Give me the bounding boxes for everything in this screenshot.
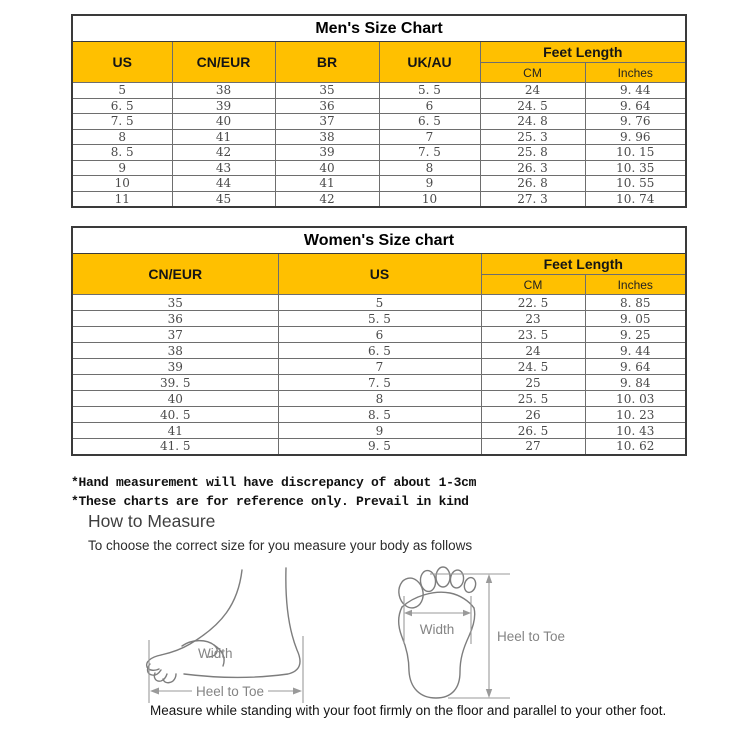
womens-chart-title: Women's Size chart [72,227,686,254]
table-cell: 7. 5 [72,114,172,130]
mens-header-feet-length: Feet Length [480,42,686,63]
womens-header-inches: Inches [585,275,686,295]
table-cell: 41 [275,176,379,192]
table-cell: 5. 5 [379,83,480,99]
table-cell: 10 [379,191,480,207]
table-cell: 10. 23 [585,407,686,423]
table-cell: 41. 5 [72,439,278,455]
table-row [72,145,686,161]
table-cell: 8 [379,160,480,176]
how-to-measure-heading: How to Measure [88,511,216,531]
mens-header-cm: CM [480,63,585,83]
table-cell: 5 [278,295,481,311]
table-cell: 9. 05 [585,311,686,327]
table-cell: 36 [275,98,379,114]
table-cell: 10. 35 [585,160,686,176]
sole-outline [399,607,475,698]
table-cell: 40 [172,114,275,130]
foot-outline-instep [161,570,242,655]
table-cell: 43 [172,160,275,176]
foot-sole-view-icon [382,560,597,710]
womens-header-cm: CM [481,275,585,295]
arrow-head-left-icon [150,688,159,695]
sole-toe-3 [436,567,450,587]
table-cell: 22. 5 [481,295,585,311]
vertical-arrow-head-top-icon [486,574,492,583]
table-row [72,423,686,439]
table-cell: 37 [72,327,278,343]
table-cell: 40. 5 [72,407,278,423]
table-cell: 6. 5 [72,98,172,114]
table-cell: 10. 62 [585,439,686,455]
table-cell: 24. 5 [480,98,585,114]
mens-header-uk-au: UK/AU [379,42,480,83]
table-cell: 6 [379,98,480,114]
table-row [72,98,686,114]
table-cell: 8 [72,129,172,145]
table-row [72,391,686,407]
womens-header-feet-length: Feet Length [481,254,686,275]
table-cell: 8. 5 [278,407,481,423]
sole-toe-5 [463,576,477,593]
table-cell: 24 [480,83,585,99]
table-cell: 42 [275,191,379,207]
table-cell: 26. 5 [481,423,585,439]
table-cell: 5. 5 [278,311,481,327]
table-cell: 38 [72,343,278,359]
table-cell: 10. 55 [585,176,686,192]
table-cell: 9 [278,423,481,439]
table-cell: 6. 5 [278,343,481,359]
table-cell: 10. 43 [585,423,686,439]
table-cell: 35 [72,295,278,311]
table-row [72,295,686,311]
table-cell: 8. 5 [72,145,172,161]
width-arrow-head-left-icon [404,610,412,616]
womens-header-cn-eur: CN/EUR [72,254,278,295]
mens-header-us: US [72,42,172,83]
table-cell: 10. 03 [585,391,686,407]
table-cell: 5 [72,83,172,99]
table-cell: 7. 5 [278,375,481,391]
mens-header-br: BR [275,42,379,83]
table-cell: 11 [72,191,172,207]
mens-header-cn-eur: CN/EUR [172,42,275,83]
table-cell: 9. 44 [585,83,686,99]
foot-side-view-icon [128,562,338,710]
table-cell: 9 [72,160,172,176]
how-to-measure-subtitle: To choose the correct size for you measure your body as follows [88,538,473,553]
mens-chart-title: Men's Size Chart [72,15,686,42]
table-cell: 36 [72,311,278,327]
table-cell: 41 [72,423,278,439]
side-width-label: Width [198,646,233,661]
table-cell: 9 [379,176,480,192]
table-cell: 40 [275,160,379,176]
sole-toe-4 [449,569,464,588]
foot-sole-view-diagram [382,560,597,715]
table-cell: 25. 8 [480,145,585,161]
table-cell: 10. 74 [585,191,686,207]
table-cell: 7 [278,359,481,375]
table-cell: 7. 5 [379,145,480,161]
table-cell: 9. 84 [585,375,686,391]
table-cell: 40 [72,391,278,407]
table-cell: 9. 96 [585,129,686,145]
table-row [72,191,686,207]
table-row [72,359,686,375]
measure-instruction-caption: Measure while standing with your foot firmly on the floor and parallel to your other foot. [150,703,667,718]
table-cell: 7 [379,129,480,145]
arrow-head-right-icon [293,688,302,695]
womens-size-chart [71,226,687,456]
table-row [72,327,686,343]
table-cell: 44 [172,176,275,192]
width-arrow-head-right-icon [463,610,471,616]
table-row [72,311,686,327]
table-cell: 6 [278,327,481,343]
table-cell: 9. 64 [585,98,686,114]
foot-side-view-diagram [128,562,338,715]
table-cell: 27 [481,439,585,455]
table-cell: 38 [172,83,275,99]
table-cell: 39 [275,145,379,161]
table-cell: 8 [278,391,481,407]
table-cell: 39 [72,359,278,375]
table-cell: 27. 3 [480,191,585,207]
disclaimer-notes [71,473,476,511]
vertical-arrow-head-bottom-icon [486,689,492,698]
table-cell: 24 [481,343,585,359]
table-row [72,375,686,391]
table-cell: 10 [72,176,172,192]
table-cell: 26. 8 [480,176,585,192]
table-cell: 25. 3 [480,129,585,145]
table-cell: 41 [172,129,275,145]
table-cell: 35 [275,83,379,99]
table-cell: 6. 5 [379,114,480,130]
mens-size-chart [71,14,687,208]
table-cell: 8. 85 [585,295,686,311]
table-cell: 42 [172,145,275,161]
table-row [72,114,686,130]
table-row [72,83,686,99]
table-cell: 25. 5 [481,391,585,407]
table-row [72,407,686,423]
side-heel-to-toe-label: Heel to Toe [195,684,265,699]
table-row [72,176,686,192]
sole-big-toe [396,576,426,610]
table-cell: 23 [481,311,585,327]
sole-ball-top-curve [402,592,474,608]
table-row [72,343,686,359]
table-row [72,129,686,145]
sole-heel-to-toe-label: Heel to Toe [497,629,566,644]
table-cell: 37 [275,114,379,130]
sole-width-label: Width [419,622,455,637]
table-row [72,439,686,455]
table-cell: 39. 5 [72,375,278,391]
table-cell: 26 [481,407,585,423]
table-cell: 26. 3 [480,160,585,176]
table-cell: 9. 64 [585,359,686,375]
table-cell: 38 [275,129,379,145]
table-cell: 9. 76 [585,114,686,130]
table-cell: 9. 44 [585,343,686,359]
table-cell: 24. 5 [481,359,585,375]
table-cell: 45 [172,191,275,207]
note-measurement-discrepancy: *Hand measurement will have discrepancy of about 1-3cm [71,475,477,490]
table-cell: 9. 5 [278,439,481,455]
table-cell: 39 [172,98,275,114]
table-cell: 23. 5 [481,327,585,343]
note-reference-only: *These charts are for reference only. Prevail in kind [71,494,469,509]
mens-header-inches: Inches [585,63,686,83]
womens-header-us: US [278,254,481,295]
table-row [72,160,686,176]
table-cell: 25 [481,375,585,391]
table-cell: 10. 15 [585,145,686,161]
table-cell: 24. 8 [480,114,585,130]
table-cell: 9. 25 [585,327,686,343]
